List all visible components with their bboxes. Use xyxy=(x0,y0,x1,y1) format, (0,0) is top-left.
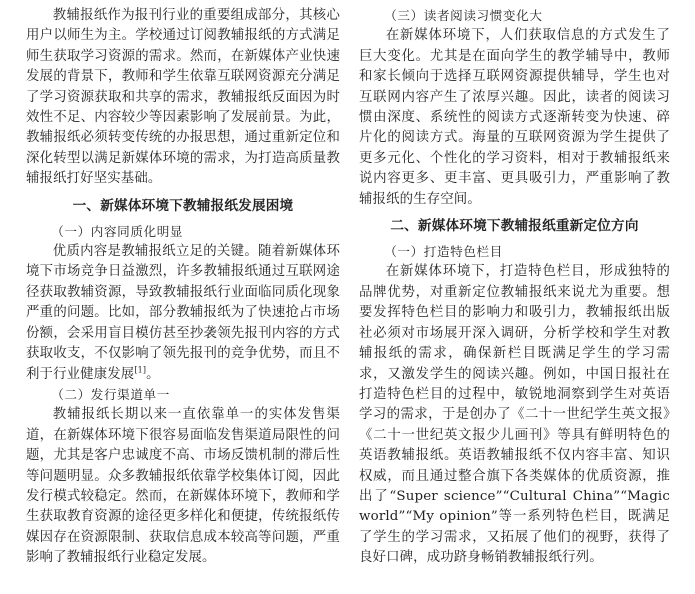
paragraph-reading-habits: 在新媒体环境下，人们获取信息的方式发生了巨大变化。尤其是在面向学生的教学辅导中，教师和家长倾向于选择互联网资源提供辅导，学生也对互联网内容产生了浓厚兴趣。因此，读者的阅读习惯由深度、系统性的阅读方式逐渐转变为快速、碎片化的阅读方式。海量的互联网资源为学生提供了更多元化、个性化的学习资料，相对于教辅报纸来说内容更多、更丰富、更具吸引力，严重影响了教辅报纸的生存空间。 xyxy=(359,28,670,207)
paragraph-end: 。 xyxy=(146,366,160,382)
section-heading-1: 一、新媒体环境下教辅报纸发展困境 xyxy=(72,197,294,214)
intro-paragraph: 教辅报纸作为报刊行业的重要组成部分，其核心用户以师生为主。学校通过订阅教辅报纸的方式满足师生获取学习资源的需求。然而，在新媒体产业快速发展的背景下，教师和学生依靠互联网资源充分满足了学习资源获取和共享的需求，教辅报纸反面因为时效性不足、内容较少等因素影响了发展前景。为此，教辅报纸必须转变传统的办报思想，通过重新定位和深化转型以满足新媒体环境的需求，为打造高质量教辅报纸打好坚实基础。 xyxy=(26,8,340,187)
subheading-single-channel: （二）发行渠道单一 xyxy=(51,386,170,402)
subheading-content-homogenization: （一）内容同质化明显 xyxy=(51,223,184,239)
left-column xyxy=(26,6,340,569)
citation-ref: [1] xyxy=(134,365,147,375)
paragraph-single-channel: 教辅报纸长期以来一直依靠单一的实体发售渠道，在新媒体环境下很容易面临发售渠道局限性的问题，尤其是客户忠诚度不高、市场反馈机制的滞后性等问题明显。众多教辅报纸依靠学校集体订阅，因此发行模式较稳定。然而，在新媒体环境下，教师和学生获取教育资源的途径更多样化和便捷，传统报纸传媒因存在资源限制、获取信息成本较高等问题，严重影响了教辅报纸行业稳定发展。 xyxy=(26,407,340,566)
subheading-reading-habits: （三）读者阅读习惯变化大 xyxy=(384,8,543,23)
right-column xyxy=(359,6,670,569)
subheading-featured-columns: （一）打造特色栏目 xyxy=(384,244,503,260)
paragraph-content-homogenization xyxy=(26,242,340,385)
paragraph-text: 优质内容是教辅报纸立足的关键。随着新媒体环境下市场竞争日益激烈，许多教辅报纸通过互联网途径获取教辅资源，导致教辅报纸行业面临同质化现象严重的问题。比如，部分教辅报纸为了快速抢占市场份额，会采用盲目模仿甚至抄袭领先报刊内容的方式获取收支，不仅影响了领先报刊的竞争优势，而且不利于行业健康发展 xyxy=(26,244,340,382)
paragraph-featured-columns: 在新媒体环境下，打造特色栏目，形成独特的品牌优势，对重新定位教辅报纸来说尤为重要。想要发挥特色栏目的影响力和吸引力，教辅报纸出版社必须对市场展开深入调研，分析学校和学生对教辅报纸的需求，确保新栏目既满足学生的学习需求，又激发学生的阅读兴趣。例如，中国日报社在打造特色栏目的过程中，敏锐地洞察到学生对英语学习的需求，于是创办了《二十一世纪学生英文报》《二十一世纪英文报少儿画刊》等具有鲜明特色的英语教辅报纸。英语教辅报纸不仅内容丰富、知识权威，而且通过整合旗下各类媒体的优质资源，推出了“Super science”“Cultural China”“Magic world”“My opinion”等一系列特色栏目，既满足了学生的学习需求，又拓展了他们的视野，获得了良好口碑，成功跻身畅销教辅报纸行列。 xyxy=(359,264,670,566)
section-heading-2: 二、新媒体环境下教辅报纸重新定位方向 xyxy=(390,218,639,235)
